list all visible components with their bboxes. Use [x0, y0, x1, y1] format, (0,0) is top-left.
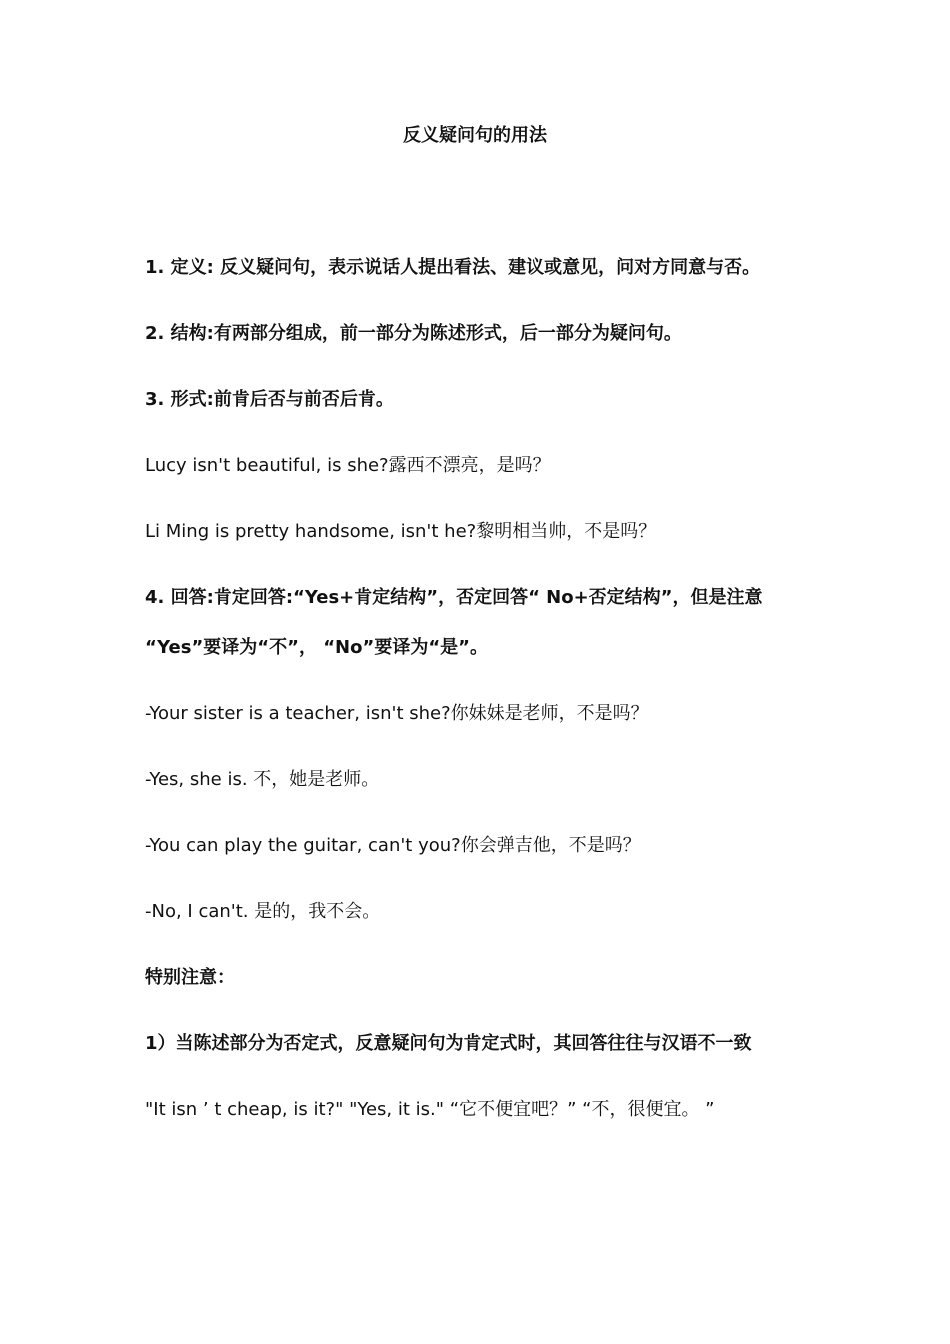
example-line: -Your sister is a teacher, isn't she?你妹妹是老师，不是吗？ [145, 703, 649, 724]
answer-rule-continuation: “Yes”要译为“不”， “No”要译为“是”。 [145, 637, 488, 658]
special-note-heading: 特别注意： [145, 967, 235, 988]
answer-rule-line: 4. 回答:肯定回答:“Yes+肯定结构”，否定回答“ No+否定结构”，但是注意 [145, 587, 763, 608]
structure-line: 2. 结构:有两部分组成，前一部分为陈述形式，后一部分为疑问句。 [145, 323, 682, 344]
example-line: -Yes, she is. 不，她是老师。 [145, 769, 380, 790]
example-line: -No, I can't. 是的，我不会。 [145, 901, 381, 922]
example-line: Lucy isn't beautiful, is she?露西不漂亮，是吗？ [145, 455, 551, 476]
example-line: "It isn ’ t cheap, is it?" "Yes, it is." “它不便宜吧？” “不，很便宜。 ” [145, 1099, 715, 1120]
definition-line: 1. 定义: 反义疑问句，表示说话人提出看法、建议或意见，问对方同意与否。 [145, 257, 761, 278]
special-note-line: 1）当陈述部分为否定式，反意疑问句为肯定式时，其回答往往与汉语不一致 [145, 1033, 752, 1054]
document-title: 反义疑问句的用法 [403, 125, 547, 146]
example-line: -You can play the guitar, can't you?你会弹吉他，不是吗？ [145, 835, 641, 856]
form-line: 3. 形式:前肯后否与前否后肯。 [145, 389, 394, 410]
example-line: Li Ming is pretty handsome, isn't he?黎明相当帅，不是吗？ [145, 521, 657, 542]
